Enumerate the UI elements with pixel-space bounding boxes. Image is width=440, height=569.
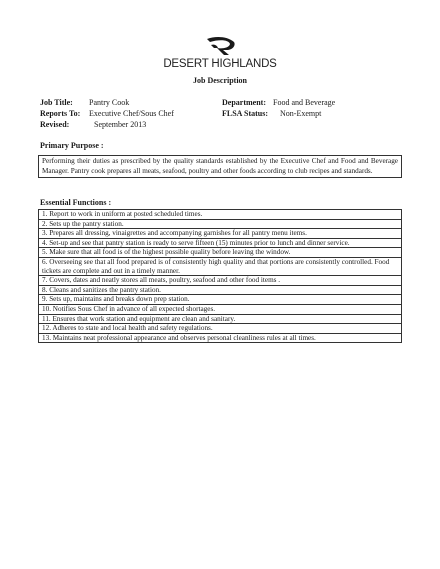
- department-label: Department:: [222, 98, 266, 107]
- flsa-status-value: Non-Exempt: [280, 109, 322, 118]
- function-row: [39, 229, 402, 239]
- function-item: 12. Adheres to state and local health and safety regulations.: [39, 324, 402, 334]
- reports-to-row: [40, 108, 174, 119]
- function-row: [39, 304, 402, 314]
- reports-to-label: Reports To:: [40, 109, 81, 118]
- function-row: [39, 285, 402, 295]
- function-item: 13. Maintains neat professional appearance and observes personal cleanliness rules at all times.: [39, 333, 402, 343]
- function-item: 4. Set-up and see that pantry station is ready to serve fifteen (15) minutes prior to lunch and dinner service.: [39, 238, 402, 248]
- flsa-status-row: [222, 108, 335, 119]
- function-row: [39, 276, 402, 286]
- function-item: 8. Cleans and sanitizes the pantry station.: [39, 285, 402, 295]
- function-row: [39, 238, 402, 248]
- job-title-value: Pantry Cook: [89, 98, 130, 107]
- job-title-row: [40, 97, 174, 108]
- primary-purpose-text: Performing their duties as prescribed by the quality standards established by the Executive Chef and Food and Beverage Manager. Pantry cook prepares all meats, seafood, poultry and other foods according to club recipes and standards.: [38, 155, 402, 178]
- function-item: 1. Report to work in uniform at posted scheduled times.: [39, 210, 402, 220]
- revised-row: [40, 119, 174, 130]
- primary-purpose-heading-text: Primary Purpose: [40, 141, 99, 150]
- company-name: DESERT HIGHLANDS: [163, 58, 277, 70]
- primary-purpose-heading: [40, 141, 104, 150]
- function-row: [39, 248, 402, 258]
- function-row: [39, 219, 402, 229]
- function-row: [39, 314, 402, 324]
- reports-to-value: Executive Chef/Sous Chef: [89, 109, 174, 118]
- function-item: 5. Make sure that all food is of the highest possible quality before leaving the window.: [39, 248, 402, 258]
- function-row: [39, 333, 402, 343]
- function-item: 10. Notifies Sous Chef in advance of all expected shortages.: [39, 304, 402, 314]
- function-item: 3. Prepares all dressing, vinaigrettes and accompanying garnishes for all pantry menu items.: [39, 229, 402, 239]
- company-logo: [0, 36, 440, 76]
- function-item: 2. Sets up the pantry station.: [39, 219, 402, 229]
- revised-value: September 2013: [94, 120, 147, 129]
- primary-purpose-heading-colon: :: [98, 141, 104, 150]
- essential-functions-heading: Essential Functions :: [40, 198, 112, 207]
- department-value: Food and Beverage: [273, 98, 336, 107]
- job-info-left: [40, 97, 174, 130]
- desert-highlands-emblem-icon: [205, 36, 237, 58]
- job-title-label: Job Title:: [40, 98, 73, 107]
- function-row: [39, 295, 402, 305]
- job-info-right: [222, 97, 335, 119]
- flsa-status-label: FLSA Status:: [222, 109, 269, 118]
- function-item: 7. Covers, dates and neatly stores all meats, poultry, seafood and other food items .: [39, 276, 402, 286]
- function-item: 6. Overseeing see that all food prepared is of consistently high quality and that portions are consistently controlled. Food tickets are complete and out in a timely manner.: [39, 257, 402, 275]
- document-title: Job Description: [193, 76, 247, 85]
- revised-label: Revised:: [40, 120, 70, 129]
- function-row: [39, 210, 402, 220]
- department-row: [222, 97, 335, 108]
- function-row: [39, 324, 402, 334]
- function-item: 11. Ensures that work station and equipment are clean and sanitary.: [39, 314, 402, 324]
- function-item: 9. Sets up, maintains and breaks down prep station.: [39, 295, 402, 305]
- essential-functions-table: [38, 209, 402, 343]
- function-row: [39, 257, 402, 275]
